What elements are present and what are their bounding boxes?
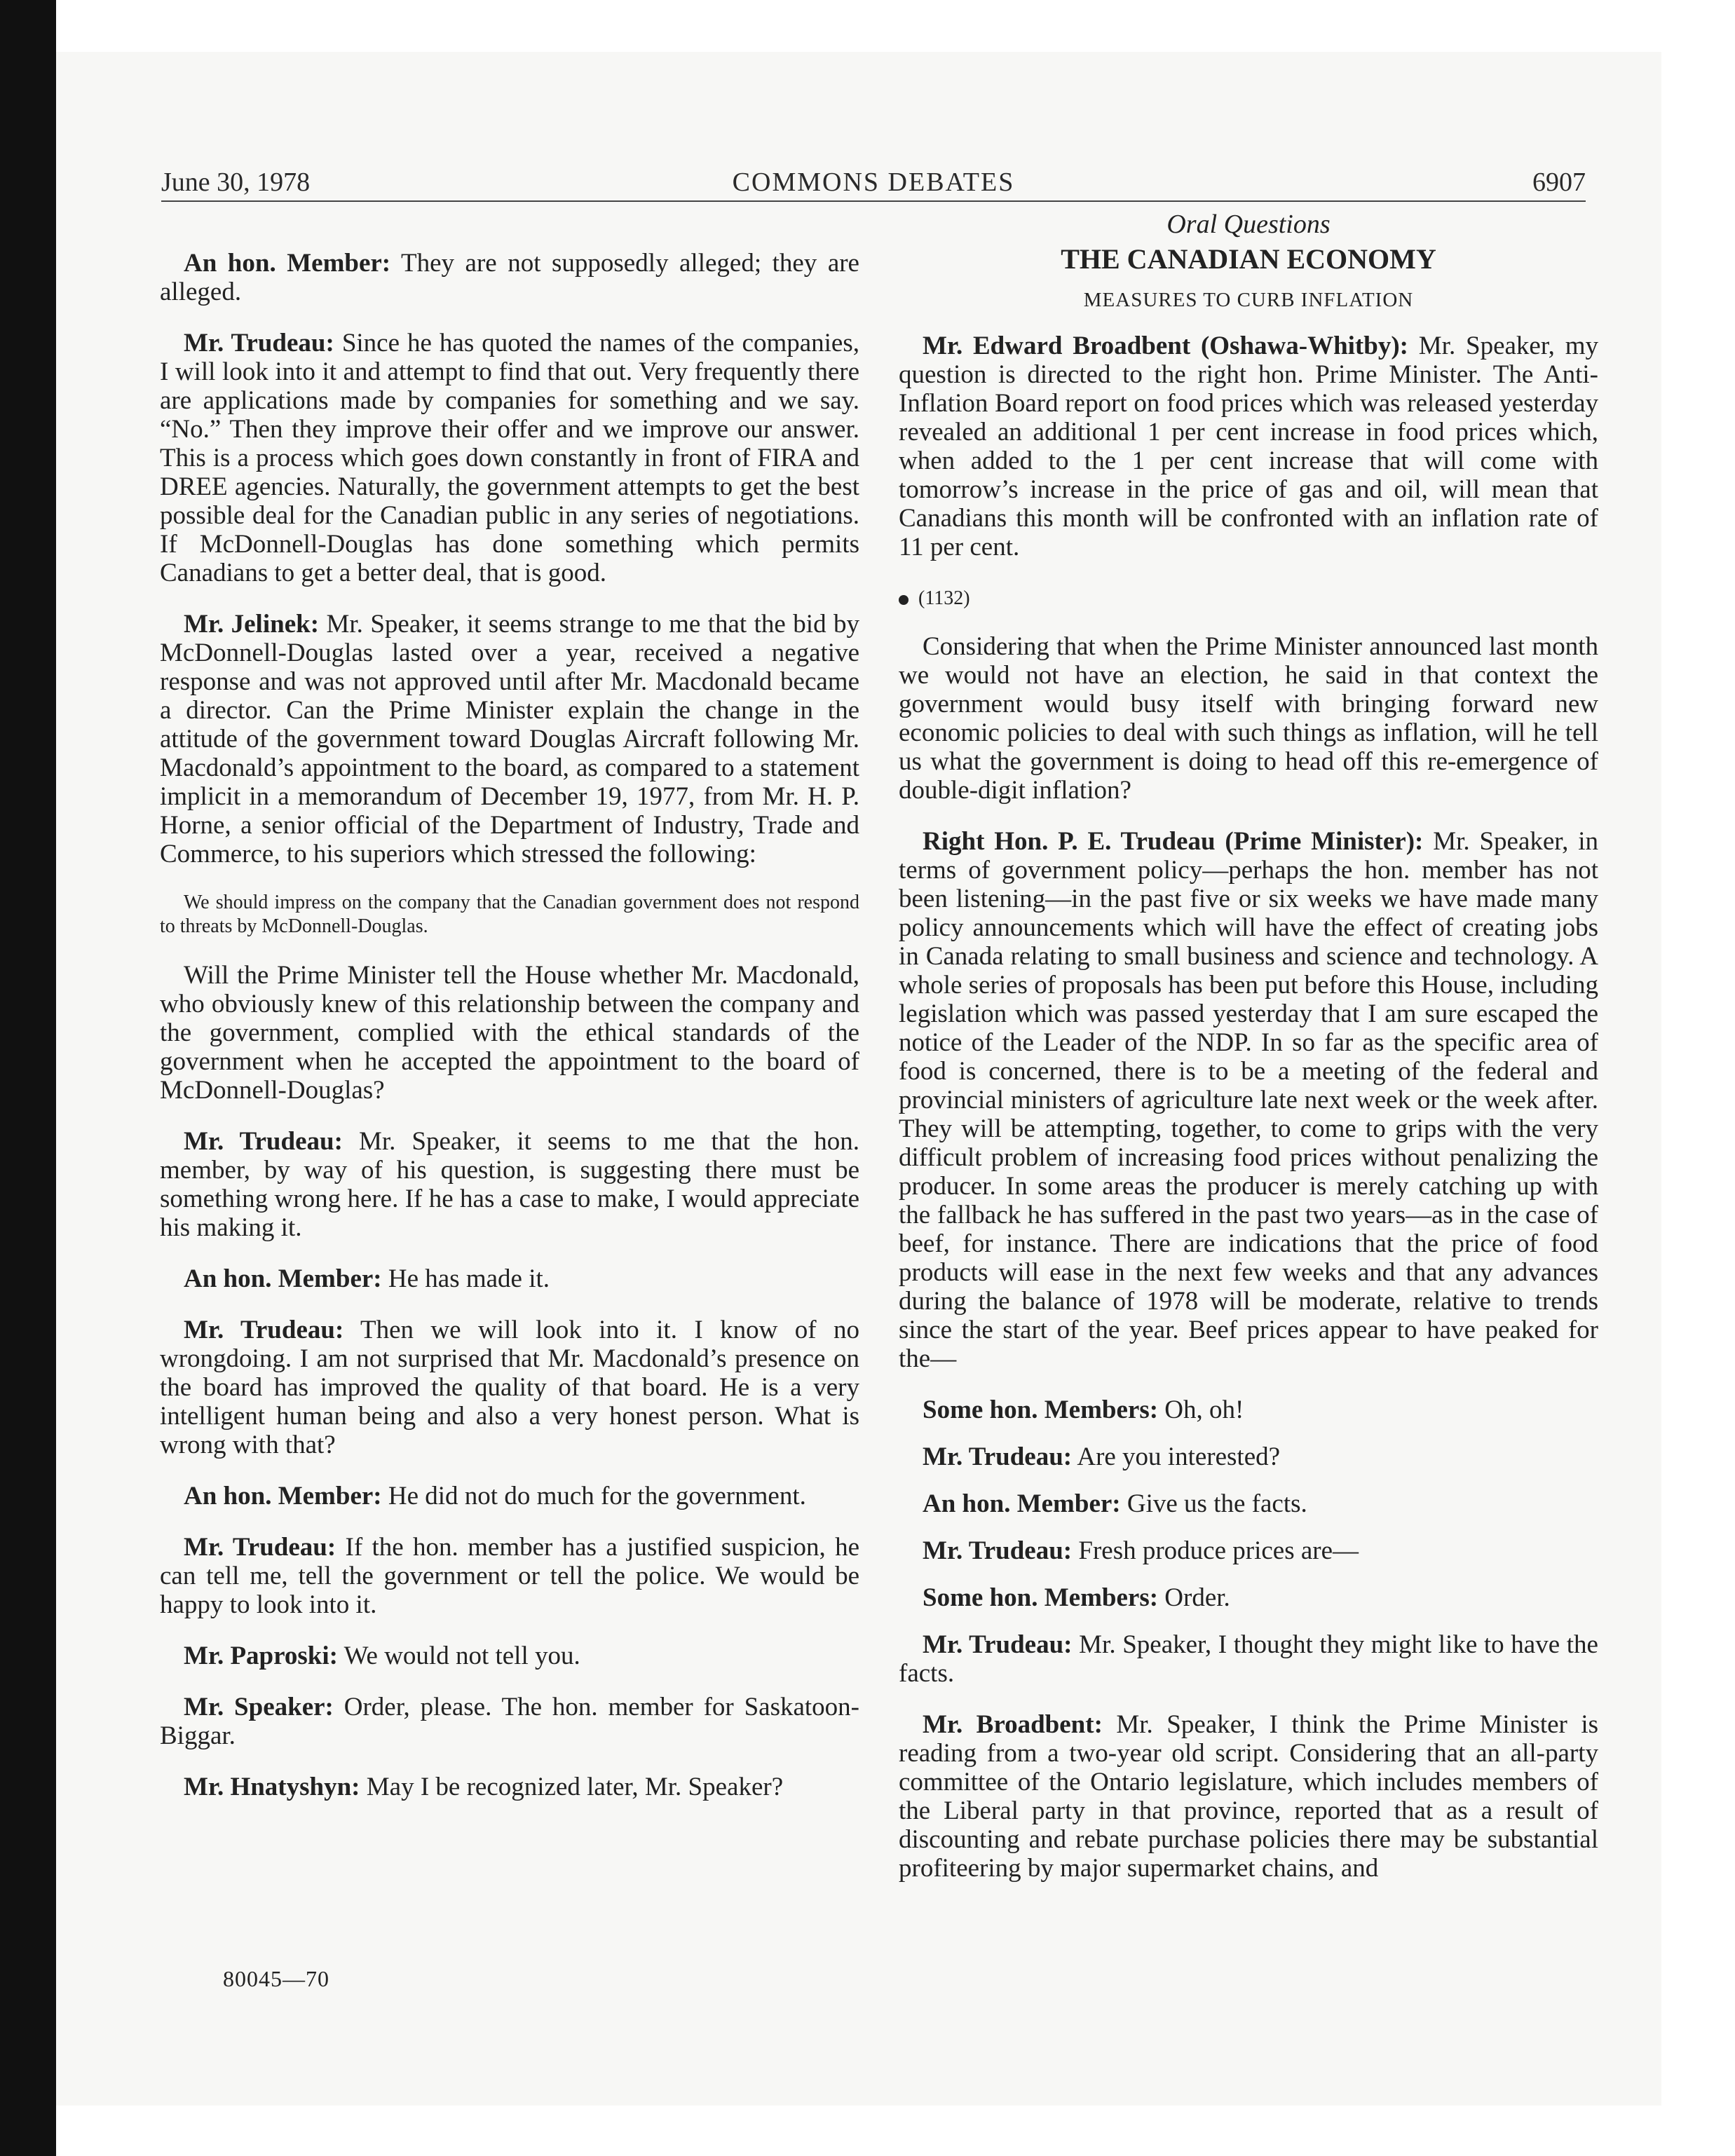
speech-text: He did not do much for the government. bbox=[388, 1482, 806, 1510]
speech-paragraph bbox=[899, 1442, 1598, 1471]
speech-paragraph bbox=[899, 632, 1598, 805]
speech-text: Mr. Speaker, I thought they might like to have the facts. bbox=[899, 1630, 1598, 1688]
speech-paragraph bbox=[160, 1482, 859, 1510]
speaker-name: Mr. Trudeau: bbox=[184, 1533, 336, 1562]
speech-paragraph bbox=[160, 1693, 859, 1750]
speech-text: Give us the facts. bbox=[1127, 1489, 1307, 1518]
section-heading: THE CANADIAN ECONOMY bbox=[1061, 243, 1436, 275]
left-column bbox=[160, 249, 859, 1824]
speaker-name: An hon. Member: bbox=[923, 1489, 1121, 1518]
speaker-name: An hon. Member: bbox=[184, 1264, 382, 1293]
speech-paragraph bbox=[899, 1630, 1598, 1688]
speech-text: We would not tell you. bbox=[343, 1642, 580, 1670]
speaker-name: Mr. Trudeau: bbox=[923, 1536, 1073, 1565]
speech-text: Mr. Speaker, I think the Prime Minister is reading from a two-year old script. Considering that an all-party committee of the Ontario legislature, which includes members of the Liberal party in that province, reported that as a result of discounting and rebate purchase policies there may be substantial profiteering by major supermarket chains, and bbox=[899, 1710, 1599, 1883]
speaker-name: Mr. Edward Broadbent (Oshawa-Whitby): bbox=[923, 332, 1408, 360]
speech-text: Mr. Speaker, my question is directed to the right hon. Prime Minister. The Anti-Inflation Board report on food prices which was released yesterday revealed an additional 1 per cent increase in food prices which, when added to the 1 per cent increase that will come with tomorrow’s increase in the price of gas and oil, will mean that Canadians this month will be confronted with an inflation rate of 11 per cent. bbox=[899, 332, 1599, 561]
speech-paragraph bbox=[899, 827, 1598, 1373]
speaker-name: Some hon. Members: bbox=[923, 1583, 1159, 1612]
speech-paragraph bbox=[160, 1316, 859, 1459]
speech-paragraph bbox=[160, 1642, 859, 1670]
speaker-name: Mr. Paproski: bbox=[184, 1642, 338, 1670]
header-date: June 30, 1978 bbox=[161, 168, 311, 197]
speaker-name: Right Hon. P. E. Trudeau (Prime Minister): bbox=[923, 827, 1424, 856]
speaker-name: Mr. Jelinek: bbox=[184, 610, 320, 639]
speech-text: Will the Prime Minister tell the House whether Mr. Macdonald, who obviously knew of this relationship between the company and the government, complied with the ethical standards of the government when he accepted the appointment to the board of McDonnell-Douglas? bbox=[160, 961, 859, 1105]
speech-paragraph bbox=[899, 332, 1598, 561]
speaker-name: An hon. Member: bbox=[184, 249, 391, 278]
speech-paragraph bbox=[160, 249, 859, 306]
time-marker-text: (1132) bbox=[918, 587, 970, 609]
speaker-name: Mr. Trudeau: bbox=[184, 1127, 343, 1156]
speaker-name: Some hon. Members: bbox=[923, 1396, 1159, 1424]
speech-text: Considering that when the Prime Minister announced last month we would not have an election, he said in that context the government would busy itself with bringing forward new economic policies to deal with such things as inflation, will he tell us what the government is doing to head off this re-emergence of double-digit inflation? bbox=[899, 632, 1598, 805]
speaker-name: An hon. Member: bbox=[184, 1482, 382, 1510]
speaker-name: Mr. Trudeau: bbox=[184, 329, 334, 357]
section-subheading: MEASURES TO CURB INFLATION bbox=[1083, 289, 1414, 311]
header-page-number: 6907 bbox=[1532, 168, 1586, 197]
speaker-name: Mr. Trudeau: bbox=[923, 1442, 1073, 1471]
scan-edge-band bbox=[0, 0, 56, 2156]
speech-paragraph bbox=[160, 1127, 859, 1242]
speech-paragraph bbox=[160, 961, 859, 1105]
speech-paragraph bbox=[899, 1583, 1598, 1612]
speaker-name: Mr. Broadbent: bbox=[923, 1710, 1103, 1739]
memorandum-quote: We should impress on the company that the Canadian government does not respond to threats by McDonnell-Douglas. bbox=[160, 892, 859, 937]
speech-text: Order. bbox=[1164, 1583, 1230, 1612]
right-column bbox=[899, 210, 1598, 1905]
speech-paragraph bbox=[899, 1536, 1598, 1565]
speech-paragraph bbox=[160, 1773, 859, 1801]
speech-paragraph bbox=[160, 329, 859, 587]
speech-text: Since he has quoted the names of the companies, I will look into it and attempt to find that out. Very frequently there are applications made by companies for something and we say. “No.” Then they improve their offer and we improve our answer. This is a process which goes down constantly in front of FIRA and DREE agencies. Naturally, the government attempts to get the best possible deal for the Canadian public in any series of negotiations. If McDonnell-Douglas has done something which permits Canadians to get a better deal, that is good. bbox=[160, 329, 860, 587]
speaker-name: Mr. Trudeau: bbox=[184, 1316, 344, 1344]
speech-paragraph bbox=[160, 1533, 859, 1619]
speech-text: They are not supposedly alleged; they are alleged. bbox=[160, 249, 859, 306]
speech-text: Mr. Speaker, in terms of government policy—perhaps the hon. member has not been listening—in the past five or six weeks we have made many policy announcements which will have the effect of creating jobs in Canada relating to small business and science and technology. A whole series of proposals has been put before this House, including legislation which was passed yesterday that I am sure escaped the notice of the Leader of the NDP. In so far as the specific area of food is concerned, there is to be a meeting of the federal and provincial ministers of agriculture late next week or the week after. They will be attempting, together, to come to grips with the very difficult problem of increasing food prices without penalizing the producer. In some areas the producer is merely catching up with the fallback he has suffered in the past two years—as in the case of beef, for instance. There are indications that the price of food products will ease in the next few weeks and that any advances during the balance of 1978 will be moderate, relative to trends since the start of the year. Beef prices appear to have peaked for the— bbox=[899, 827, 1599, 1373]
speech-text: May I be recognized later, Mr. Speaker? bbox=[366, 1773, 784, 1801]
speech-paragraph bbox=[160, 1264, 859, 1293]
scan-top-margin bbox=[56, 0, 1735, 52]
speech-text: If the hon. member has a justified suspicion, he can tell me, tell the government or tell the police. We would be happy to look into it. bbox=[160, 1533, 859, 1619]
speech-paragraph bbox=[899, 1489, 1598, 1518]
speech-text: Order, please. The hon. member for Saskatoon-Biggar. bbox=[160, 1693, 859, 1750]
header-title: COMMONS DEBATES bbox=[732, 168, 1015, 197]
speech-paragraph bbox=[160, 610, 859, 868]
bullet-icon bbox=[899, 595, 909, 605]
time-marker bbox=[899, 584, 1598, 613]
speech-text: Oh, oh! bbox=[1164, 1396, 1244, 1424]
speaker-name: Mr. Speaker: bbox=[184, 1693, 334, 1721]
speech-text: Mr. Speaker, it seems to me that the hon. member, by way of his question, is suggesting there must be something wrong here. If he has a case to make, I would appreciate his making it. bbox=[160, 1127, 860, 1242]
speech-paragraph bbox=[899, 1396, 1598, 1424]
page-header bbox=[161, 158, 1586, 202]
print-code: 80045—70 bbox=[223, 1966, 329, 1991]
speech-text: He has made it. bbox=[388, 1264, 550, 1293]
speech-paragraph bbox=[899, 1710, 1598, 1883]
speech-text: Mr. Speaker, it seems strange to me that the bid by McDonnell-Douglas lasted over a year, received a negative response and was not approved until after Mr. Macdonald became a director. Can the Prime Minister explain the change in the attitude of the government toward Douglas Aircraft following Mr. Macdonald’s appointment to the board, as compared to a statement implicit in a memorandum of December 19, 1977, from Mr. H. P. Horne, a senior official of the Department of Industry, Trade and Commerce, to his superiors which stressed the following: bbox=[160, 610, 860, 868]
speaker-name: Mr. Trudeau: bbox=[923, 1630, 1073, 1659]
speech-text: Fresh produce prices are— bbox=[1078, 1536, 1359, 1565]
speech-text: Then we will look into it. I know of no wrongdoing. I am not surprised that Mr. Macdonald’s presence on the board has improved the quality of that board. He is a very intelligent human being and also a very honest person. What is wrong with that? bbox=[160, 1316, 859, 1459]
speech-text: Are you interested? bbox=[1077, 1442, 1281, 1471]
speaker-name: Mr. Hnatyshyn: bbox=[184, 1773, 360, 1801]
section-label: Oral Questions bbox=[1166, 210, 1331, 239]
